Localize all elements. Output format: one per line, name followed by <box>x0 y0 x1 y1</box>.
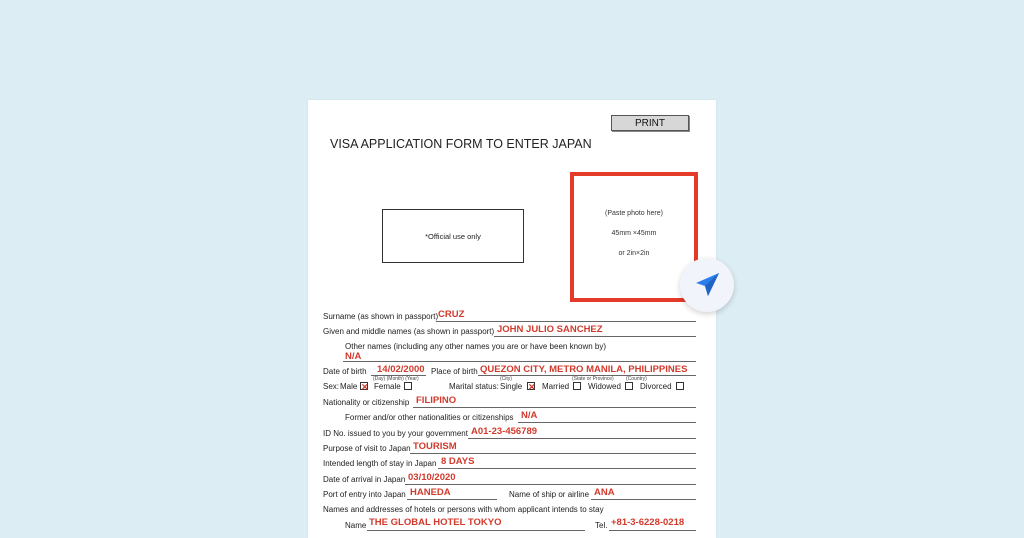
hotel-name-value[interactable]: THE GLOBAL HOTEL TOKYO <box>369 517 502 528</box>
ship-or-airline-label: Name of ship or airline <box>509 490 590 499</box>
surname-label: Surname (as shown in passport) <box>323 312 439 321</box>
marital-single-checkbox[interactable]: ✕ <box>528 382 536 392</box>
sex-male-checkbox[interactable]: ✕ <box>361 382 369 392</box>
place-of-birth-label: Place of birth <box>431 367 478 376</box>
length-of-stay-label: Intended length of stay in Japan <box>323 459 437 468</box>
length-of-stay-line <box>438 468 696 469</box>
given-names-line <box>494 336 696 337</box>
port-of-entry-label: Port of entry into Japan <box>323 490 406 499</box>
length-of-stay-value[interactable]: 8 DAYS <box>441 456 475 467</box>
form-title: VISA APPLICATION FORM TO ENTER JAPAN <box>330 137 592 151</box>
send-arrow-icon <box>692 270 722 300</box>
date-of-arrival-line <box>405 484 696 485</box>
id-no-line <box>468 438 696 439</box>
purpose-value[interactable]: TOURISM <box>413 441 457 452</box>
former-nationality-value[interactable]: N/A <box>521 410 538 421</box>
place-of-birth-sub-country: (Country) <box>626 376 647 382</box>
print-button[interactable]: PRINT <box>611 115 689 131</box>
date-of-arrival-value[interactable]: 03/10/2020 <box>408 472 456 483</box>
marital-status-label: Marital status: <box>449 382 499 391</box>
hotel-name-line <box>367 530 585 531</box>
surname-line <box>436 321 696 322</box>
port-of-entry-value[interactable]: HANEDA <box>410 487 451 498</box>
id-no-label: ID No. issued to you by your government <box>323 429 468 438</box>
photo-size-in: or 2in×2in <box>618 250 650 257</box>
ship-or-airline-value[interactable]: ANA <box>594 487 615 498</box>
nationality-line <box>413 407 696 408</box>
hotel-tel-value[interactable]: +81-3-6228-0218 <box>611 517 685 528</box>
marital-widowed-label: Widowed <box>588 382 621 391</box>
sex-option-female-label: Female <box>374 382 401 391</box>
date-of-birth-label: Date of birth <box>323 367 367 376</box>
date-of-birth-sub: (Day) (Month) (Year) <box>373 376 419 382</box>
hotel-tel-line <box>609 530 696 531</box>
nationality-value[interactable]: FILIPINO <box>416 395 457 406</box>
sex-label: Sex: <box>323 382 340 391</box>
hotel-tel-label: Tel. <box>595 521 608 530</box>
port-of-entry-line <box>407 499 497 500</box>
sex-female-checkbox[interactable] <box>404 382 412 390</box>
send-badge[interactable] <box>680 258 734 312</box>
marital-married-label: Married <box>542 382 570 391</box>
marital-married-checkbox[interactable] <box>573 382 581 390</box>
purpose-label: Purpose of visit to Japan <box>323 444 411 453</box>
photo-instruction: (Paste photo here) <box>605 210 663 217</box>
date-of-birth-value[interactable]: 14/02/2000 <box>377 364 425 375</box>
marital-widowed-checkbox[interactable] <box>625 382 633 390</box>
given-names-label: Given and middle names (as shown in passport) <box>323 327 495 336</box>
photo-box[interactable] <box>570 172 698 302</box>
former-nationality-label: Former and/or other nationalities or citizenships <box>345 413 514 422</box>
place-of-birth-value[interactable]: QUEZON CITY, METRO MANILA, PHILIPPINES <box>480 364 688 375</box>
former-nationality-line <box>518 422 696 423</box>
place-of-birth-sub-state: (State or Province) <box>572 376 614 382</box>
purpose-line <box>410 453 696 454</box>
place-of-birth-sub-city: (City) <box>500 376 512 382</box>
marital-divorced-checkbox[interactable] <box>676 382 684 390</box>
other-names-value[interactable]: N/A <box>345 351 362 362</box>
official-use-box <box>382 209 524 263</box>
marital-divorced-label: Divorced <box>640 382 672 391</box>
id-no-value[interactable]: A01-23-456789 <box>471 426 538 437</box>
official-use-text: *Official use only <box>425 231 481 241</box>
marital-single-label: Single <box>500 382 523 391</box>
surname-value[interactable]: CRUZ <box>438 309 465 320</box>
sex-option-male-label: Male <box>340 382 358 391</box>
ship-or-airline-line <box>591 499 696 500</box>
given-names-value[interactable]: JOHN JULIO SANCHEZ <box>497 324 603 335</box>
photo-size-mm: 45mm ×45mm <box>611 230 657 237</box>
other-names-line <box>343 361 696 362</box>
hotels-heading: Names and addresses of hotels or persons with whom applicant intends to stay <box>323 505 604 514</box>
hotel-name-label: Name <box>345 521 367 530</box>
other-names-label: Other names (including any other names you are or have been known by) <box>345 342 607 351</box>
date-of-arrival-label: Date of arrival in Japan <box>323 475 406 484</box>
nationality-label: Nationality or citizenship <box>323 398 410 407</box>
